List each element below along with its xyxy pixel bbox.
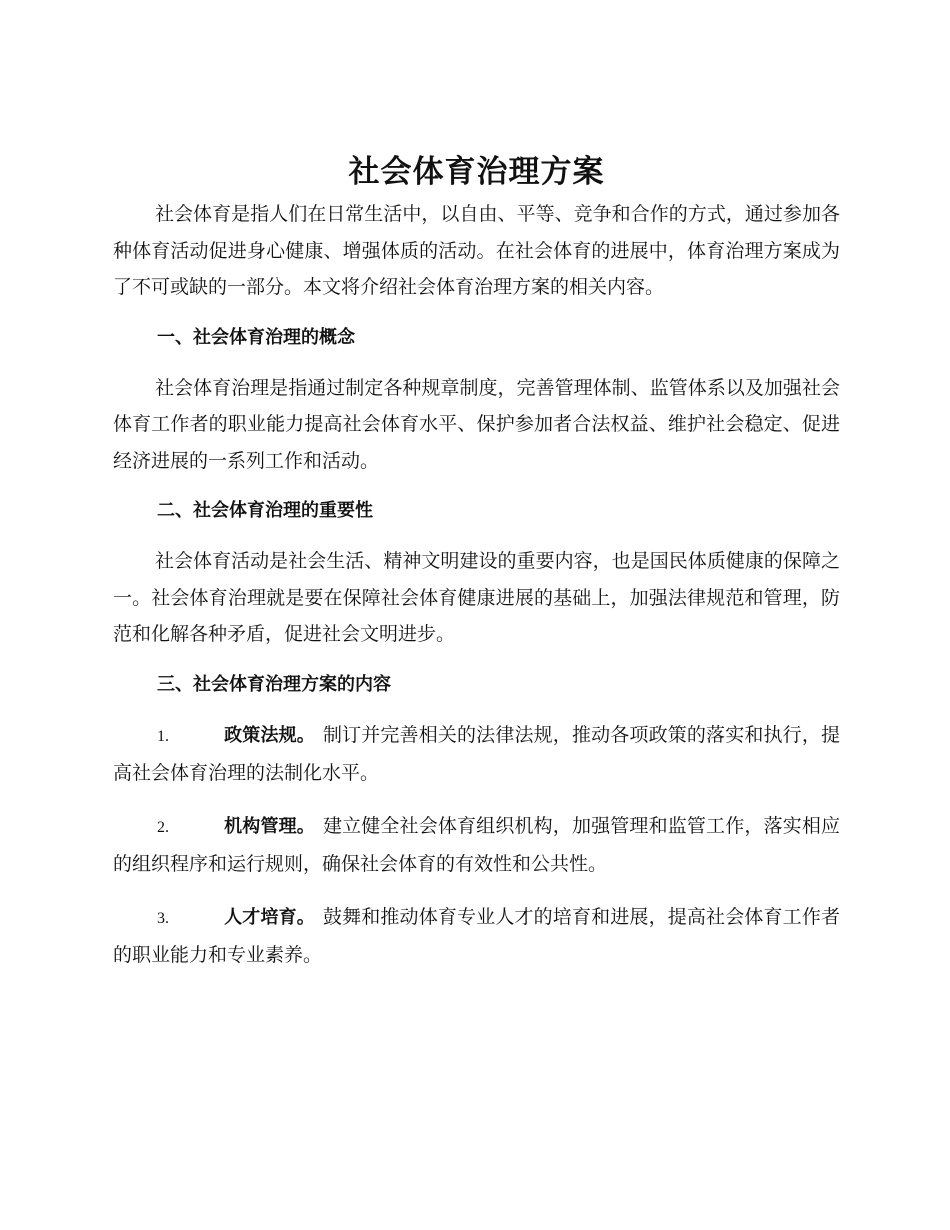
content-list [113,717,840,974]
list-item-text: 制订并完善相关的法律法规，推动各项政策的落实和执行，提高社会体育治理的法制化水平。 [113,723,840,784]
list-item-term: 人才培育。 [224,906,315,928]
list-item-term: 政策法规。 [224,724,315,746]
section-heading-importance: 二、社会体育治理的重要性 [157,500,373,521]
section-heading-concept: 一、社会体育治理的概念 [157,326,355,348]
list-item-term: 机构管理。 [224,815,315,837]
list-item [113,899,840,974]
list-item-number: 1. [157,727,169,745]
list-item [113,717,840,792]
section-body-importance: 社会体育活动是社会生活、精神文明建设的重要内容，也是国民体质健康的保障之一。社会体育治理就是要在保障社会体育健康进展的基础上，加强法律规范和管理，防范和化解各种矛盾，促进社会文明进步。 [113,550,840,645]
intro-paragraph: 社会体育是指人们在日常生活中，以自由、平等、竞争和合作的方式，通过参加各种体育活动促进身心健康、增强体质的活动。在社会体育的进展中，体育治理方案成为了不可或缺的一部分。本文将介绍社会体育治理方案的相关内容。 [113,203,840,298]
list-item-number: 2. [157,818,169,836]
section-body-concept: 社会体育治理是指通过制定各种规章制度，完善管理体制、监管体系以及加强社会体育工作者的职业能力提高社会体育水平、保护参加者合法权益、维护社会稳定、促进经济进展的一系列工作和活动。 [113,376,840,472]
list-item-number: 3. [157,909,169,927]
document-title: 社会体育治理方案 [348,154,605,190]
section-heading-content: 三、社会体育治理方案的内容 [157,673,391,695]
list-item-text: 鼓舞和推动体育专业人才的培育和进展，提高社会体育工作者的职业能力和专业素养。 [113,905,840,966]
document-page [113,150,840,974]
list-item [113,808,840,883]
list-item-text: 建立健全社会体育组织机构，加强管理和监管工作，落实相应的组织程序和运行规则，确保社会体育的有效性和公共性。 [113,814,840,875]
